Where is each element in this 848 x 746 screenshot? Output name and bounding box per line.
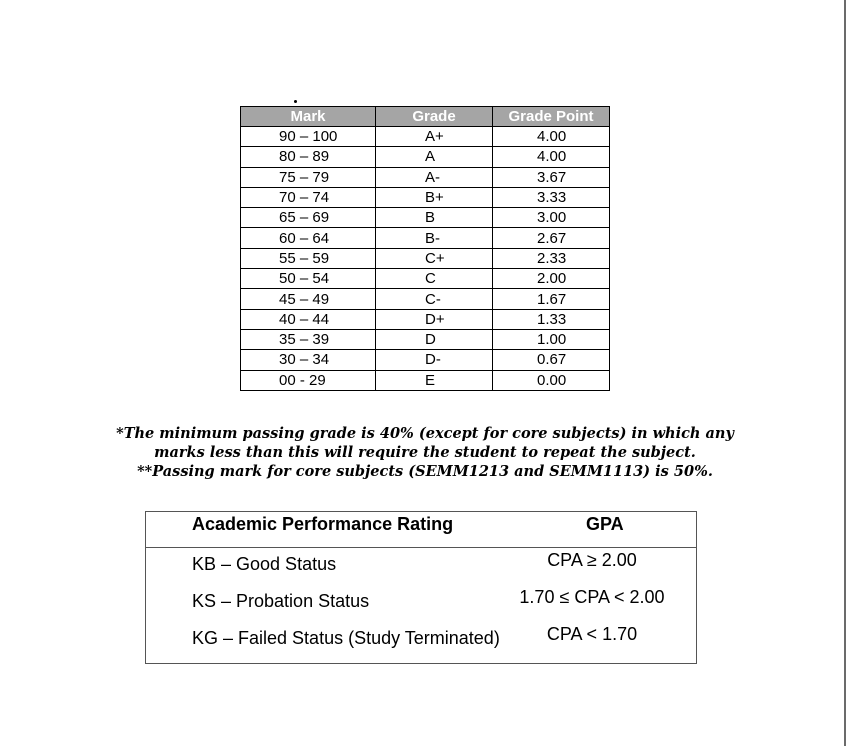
table-row — [241, 208, 610, 228]
performance-table-header — [146, 512, 696, 548]
grade-table-body — [241, 127, 610, 391]
note-line-3: **Passing mark for core subjects (SEMM1213 and SEMM1113) is 50%. — [137, 463, 713, 480]
grade-cell: B — [376, 208, 493, 228]
mark-cell: 60 – 64 — [241, 228, 376, 248]
table-row — [241, 248, 610, 268]
grade-point-cell: 1.00 — [493, 329, 610, 349]
mark-cell: 50 – 54 — [241, 269, 376, 289]
mark-cell: 80 – 89 — [241, 147, 376, 167]
grade-table — [240, 106, 610, 391]
table-row — [241, 289, 610, 309]
table-row — [241, 167, 610, 187]
table-row — [241, 228, 610, 248]
grade-cell: C — [376, 269, 493, 289]
mark-cell: 70 – 74 — [241, 187, 376, 207]
grade-point-cell: 1.33 — [493, 309, 610, 329]
page-edge — [844, 0, 846, 746]
gpa-value: CPA ≥ 2.00 — [547, 550, 637, 570]
header-gpa: GPA — [586, 514, 624, 534]
grade-point-cell: 2.67 — [493, 228, 610, 248]
mark-cell: 00 - 29 — [241, 370, 376, 390]
grade-point-cell: 0.00 — [493, 370, 610, 390]
grade-cell: A+ — [376, 127, 493, 147]
stray-dot-mark — [294, 100, 297, 103]
note-line-2: marks less than this will require the student to repeat the subject. — [154, 444, 696, 461]
passing-notes — [100, 424, 750, 481]
table-row — [241, 309, 610, 329]
grade-point-cell: 3.67 — [493, 167, 610, 187]
mark-cell: 75 – 79 — [241, 167, 376, 187]
grade-point-cell: 1.67 — [493, 289, 610, 309]
header-grade-point: Grade Point — [493, 107, 610, 127]
table-row — [241, 269, 610, 289]
grade-point-cell: 4.00 — [493, 147, 610, 167]
header-grade: Grade — [376, 107, 493, 127]
grade-table-header-row — [241, 107, 610, 127]
grade-point-cell: 4.00 — [493, 127, 610, 147]
grade-point-cell: 3.33 — [493, 187, 610, 207]
gpa-value: CPA < 1.70 — [546, 624, 638, 644]
grade-cell: A — [376, 147, 493, 167]
table-row — [241, 127, 610, 147]
mark-cell: 30 – 34 — [241, 350, 376, 370]
grade-cell: C- — [376, 289, 493, 309]
mark-cell: 55 – 59 — [241, 248, 376, 268]
performance-table — [145, 511, 697, 664]
rating-label: KS – Probation Status — [192, 591, 370, 611]
grade-cell: D — [376, 329, 493, 349]
table-row — [241, 370, 610, 390]
mark-cell: 45 – 49 — [241, 289, 376, 309]
mark-cell: 40 – 44 — [241, 309, 376, 329]
table-row — [241, 147, 610, 167]
performance-row-good — [146, 550, 696, 580]
grade-cell: B- — [376, 228, 493, 248]
header-mark: Mark — [241, 107, 376, 127]
grade-point-cell: 3.00 — [493, 208, 610, 228]
rating-label: KB – Good Status — [192, 554, 337, 574]
grade-cell: D+ — [376, 309, 493, 329]
performance-row-probation — [146, 587, 696, 617]
mark-cell: 90 – 100 — [241, 127, 376, 147]
grade-point-cell: 0.67 — [493, 350, 610, 370]
grade-point-cell: 2.00 — [493, 269, 610, 289]
mark-cell: 65 – 69 — [241, 208, 376, 228]
grade-cell: A- — [376, 167, 493, 187]
table-row — [241, 187, 610, 207]
table-row — [241, 329, 610, 349]
note-line-1: *The minimum passing grade is 40% (except for core subjects) in which any — [116, 425, 734, 442]
performance-row-failed — [146, 624, 696, 654]
grade-cell: D- — [376, 350, 493, 370]
rating-label: KG – Failed Status (Study Terminated) — [192, 628, 500, 648]
header-rating: Academic Performance Rating — [192, 514, 454, 534]
grade-cell: E — [376, 370, 493, 390]
table-row — [241, 350, 610, 370]
gpa-value: 1.70 ≤ CPA < 2.00 — [519, 587, 665, 607]
grade-cell: C+ — [376, 248, 493, 268]
grade-point-cell: 2.33 — [493, 248, 610, 268]
grade-cell: B+ — [376, 187, 493, 207]
mark-cell: 35 – 39 — [241, 329, 376, 349]
